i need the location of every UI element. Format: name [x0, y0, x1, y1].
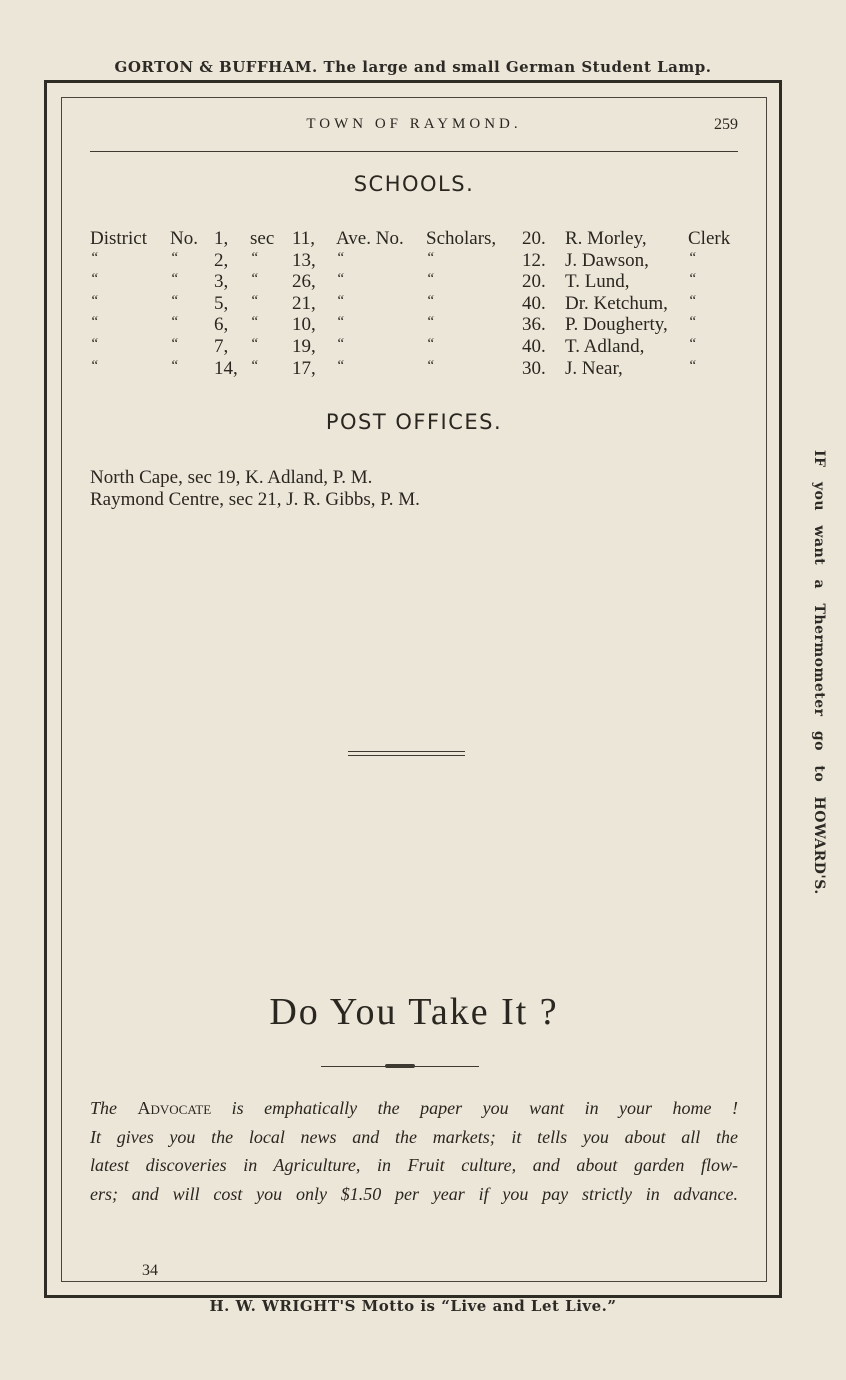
school-count-cell: 30. [522, 357, 546, 379]
school-scholars-cell: “ [426, 335, 435, 352]
school-name-cell: Dr. Ketchum, [565, 292, 668, 314]
post-offices-heading: POST OFFICES. [325, 410, 503, 434]
school-role-cell: “ [688, 292, 697, 309]
school-name-cell: J. Dawson, [565, 249, 649, 271]
school-role-cell: “ [688, 314, 697, 331]
school-no-cell: “ [170, 335, 179, 352]
page-number: 259 [714, 116, 738, 133]
school-sec-cell: “ [250, 335, 259, 352]
table-row [90, 314, 750, 336]
school-sec-cell: “ [250, 292, 259, 309]
running-head [90, 116, 738, 140]
school-scholars-cell: “ [426, 292, 435, 309]
post-office-entry: North Cape, sec 19, K. Adland, P. M. [90, 467, 373, 488]
school-no-cell: “ [170, 271, 179, 288]
school-scholars-cell: “ [426, 314, 435, 331]
table-row [90, 271, 750, 293]
school-district-cell: 1, [214, 228, 229, 249]
school-label-cell: “ [90, 314, 99, 331]
post-office-entry: Raymond Centre, sec 21, J. R. Gibbs, P. M. [90, 489, 420, 510]
school-name-cell: P. Dougherty, [565, 314, 668, 336]
school-sec-cell: “ [250, 357, 259, 374]
school-district-cell: 2, [214, 249, 229, 271]
school-sec-cell: “ [250, 271, 259, 288]
school-name-cell: J. Near, [565, 357, 623, 379]
school-name-cell: R. Morley, [565, 228, 647, 249]
signature-mark: 34 [142, 1262, 158, 1279]
school-ave-cell: “ [336, 335, 345, 352]
advert-line: It gives you the local news and the markets; it tells you about all the [90, 1126, 738, 1147]
school-count-cell: 36. [522, 314, 546, 336]
school-label-cell: “ [90, 292, 99, 309]
school-label-cell: “ [90, 271, 99, 288]
school-count-cell: 20. [522, 271, 546, 293]
school-district-cell: 5, [214, 292, 229, 314]
school-no-cell: “ [170, 357, 179, 374]
school-ave-cell: “ [336, 249, 345, 266]
school-name-cell: T. Adland, [565, 335, 645, 357]
school-sec-no-cell: 13, [292, 249, 316, 271]
paper-name: Advocate [137, 1098, 212, 1118]
school-count-cell: 12. [522, 249, 546, 271]
section-divider [348, 751, 465, 756]
table-row [90, 293, 750, 315]
school-role-cell: “ [688, 249, 697, 266]
side-advertisement: IF you want a Thermometer go to HOWARD'S. [811, 450, 827, 895]
school-sec-cell: sec [250, 228, 275, 249]
table-row [90, 336, 750, 358]
school-district-cell: 7, [214, 335, 229, 357]
school-district-cell: 14, [214, 357, 238, 379]
header-rule [90, 151, 738, 152]
school-role-cell: “ [688, 357, 697, 374]
school-district-cell: 6, [214, 314, 229, 336]
school-no-cell: “ [170, 249, 179, 266]
school-sec-cell: “ [250, 249, 259, 266]
school-ave-cell: “ [336, 271, 345, 288]
advert-line: ers; and will cost you only $1.50 per year if you pay strictly in advance. [90, 1183, 738, 1204]
table-row [90, 358, 750, 380]
school-count-cell: 20. [522, 228, 546, 249]
schools-table [90, 228, 750, 379]
school-count-cell: 40. [522, 335, 546, 357]
school-no-cell: “ [170, 314, 179, 331]
school-sec-cell: “ [250, 314, 259, 331]
school-no-cell: No. [170, 228, 198, 249]
post-offices-list [90, 467, 420, 511]
school-district-cell: 3, [214, 271, 229, 293]
ornamental-rule-center [385, 1064, 415, 1068]
advert-line: latest discoveries in Agriculture, in Fruit culture, and about garden flow- [90, 1155, 738, 1175]
school-sec-no-cell: 10, [292, 314, 316, 336]
school-scholars-cell: “ [426, 249, 435, 266]
school-ave-cell: “ [336, 314, 345, 331]
school-label-cell: “ [90, 249, 99, 266]
school-sec-no-cell: 17, [292, 357, 316, 379]
page-title: TOWN OF RAYMOND. [306, 116, 522, 132]
schools-heading: SCHOOLS. [353, 172, 475, 196]
school-role-cell: “ [688, 335, 697, 352]
school-sec-no-cell: 19, [292, 335, 316, 357]
school-label-cell: District [90, 228, 147, 249]
school-role-cell: Clerk [688, 228, 731, 249]
school-label-cell: “ [90, 335, 99, 352]
school-no-cell: “ [170, 292, 179, 309]
school-ave-cell: Ave. No. [336, 228, 404, 249]
school-sec-no-cell: 11, [292, 228, 316, 249]
school-scholars-cell: Scholars, [426, 228, 497, 249]
school-count-cell: 40. [522, 292, 546, 314]
bottom-advertisement: H. W. WRIGHT'S Motto is “Live and Let Live.” [209, 1297, 617, 1315]
table-row [90, 250, 750, 272]
school-sec-no-cell: 21, [292, 292, 316, 314]
school-sec-no-cell: 26, [292, 271, 316, 293]
school-ave-cell: “ [336, 292, 345, 309]
advert-paragraph [90, 1094, 738, 1208]
table-row [90, 228, 750, 250]
school-scholars-cell: “ [426, 357, 435, 374]
advert-title: Do You Take It ? [269, 991, 559, 1033]
advert-line: The Advocate is emphatically the paper you want in your home ! [90, 1098, 739, 1118]
school-ave-cell: “ [336, 357, 345, 374]
school-scholars-cell: “ [426, 271, 435, 288]
school-label-cell: “ [90, 357, 99, 374]
school-name-cell: T. Lund, [565, 271, 630, 293]
school-role-cell: “ [688, 271, 697, 288]
top-advertisement: GORTON & BUFFHAM. The large and small German Student Lamp. [114, 58, 712, 76]
